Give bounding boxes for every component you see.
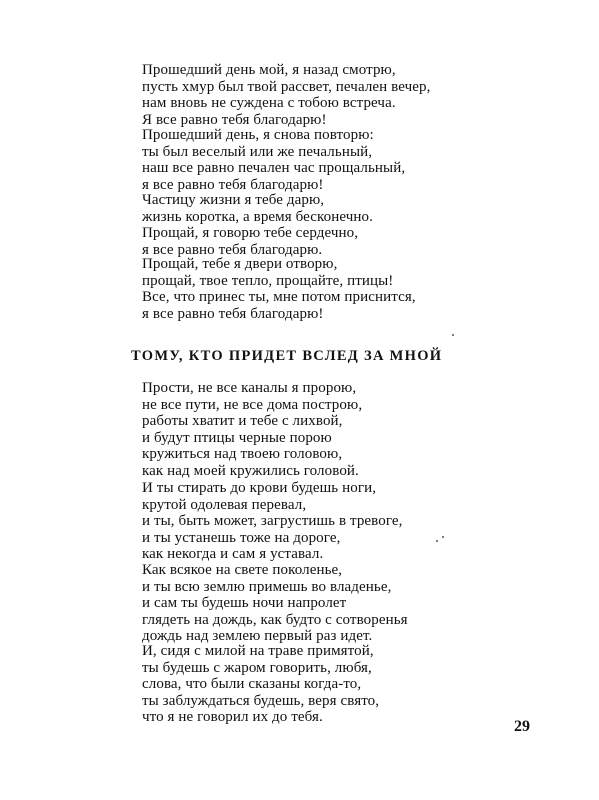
poem-line: крутой одолевая перевал, <box>142 496 307 513</box>
poem2-stanza-4 <box>142 643 472 726</box>
print-speck <box>452 334 454 336</box>
poem-line: Прошедший день, я снова повторю: <box>142 127 374 143</box>
poem-line: Прощай, тебе я двери отворю, <box>142 256 338 272</box>
poem-line: Частицу жизни я тебе дарю, <box>142 192 325 208</box>
poem2-stanza-2 <box>142 480 472 563</box>
poem-line: глядеть на дождь, как будто с сотворенья <box>142 611 408 628</box>
poem-line: я все равно тебя благодарю. <box>142 241 323 258</box>
poem2-stanza-1 <box>142 380 472 480</box>
poem-line: И ты стирать до крови будешь ноги, <box>142 480 377 496</box>
poem2-stanza-3 <box>142 562 472 645</box>
poem-line: пусть хмур был твой рассвет, печален вечер, <box>142 78 431 95</box>
poem-line: работы хватит и тебе с лихвой, <box>142 413 343 430</box>
poem-line: слова, что были сказаны когда-то, <box>142 676 362 693</box>
poem-line: кружиться над твоею головою, <box>142 446 343 463</box>
poem-line: Как всякое на свете поколенье, <box>142 562 343 578</box>
poem-line: Я все равно тебя благодарю! <box>142 111 327 128</box>
poem-line: и ты всю землю примешь во владенье, <box>142 578 392 595</box>
poem-line: и ты, быть может, загрустишь в тревоге, <box>142 513 403 530</box>
poem-line: как некогда и сам я уставал. <box>142 546 324 563</box>
page-number: 29 <box>514 718 530 735</box>
poem1-stanza-1 <box>142 62 472 128</box>
poem-line: ты был веселый или же печальный, <box>142 143 373 160</box>
print-speck <box>436 540 438 542</box>
poem-title: ТОМУ, КТО ПРИДЕТ ВСЛЕД ЗА МНОЙ <box>131 348 443 364</box>
print-speck <box>442 536 444 538</box>
poem-line: ты будешь с жаром говорить, любя, <box>142 659 372 676</box>
poem-line: дождь над землею первый раз идет. <box>142 628 373 645</box>
poem-line: И, сидя с милой на траве примятой, <box>142 643 374 659</box>
poem-line: Все, что принес ты, мне потом приснится, <box>142 289 416 306</box>
poem-line: не все пути, не все дома построю, <box>142 396 363 413</box>
poem-line: я все равно тебя благодарю! <box>142 305 324 322</box>
poem-line: что я не говорил их до тебя. <box>142 709 323 726</box>
poem-line: как над моей кружились головой. <box>142 462 359 479</box>
poem1-stanza-3 <box>142 192 472 258</box>
poem1-stanza-2 <box>142 127 472 193</box>
poem-line: жизнь коротка, а время бесконечно. <box>142 208 374 225</box>
poem-line: я все равно тебя благодарю! <box>142 176 324 193</box>
poem-line: нам вновь не суждена с тобою встреча. <box>142 95 396 112</box>
poem-line: и будут птицы черные порою <box>142 429 332 446</box>
poem-line: наш все равно печален час прощальный, <box>142 160 406 177</box>
poem-line: и ты устанешь тоже на дороге, <box>142 529 341 546</box>
poem1-stanza-4 <box>142 256 472 322</box>
poem-line: Прости, не все каналы я пророю, <box>142 380 357 396</box>
poem-line: Прошедший день мой, я назад смотрю, <box>142 62 396 78</box>
poem-line: ты заблуждаться будешь, веря свято, <box>142 692 380 709</box>
poem-line: и сам ты будешь ночи напролет <box>142 595 347 612</box>
poem-line: Прощай, я говорю тебе сердечно, <box>142 225 359 242</box>
poem-line: прощай, твое тепло, прощайте, птицы! <box>142 272 394 289</box>
